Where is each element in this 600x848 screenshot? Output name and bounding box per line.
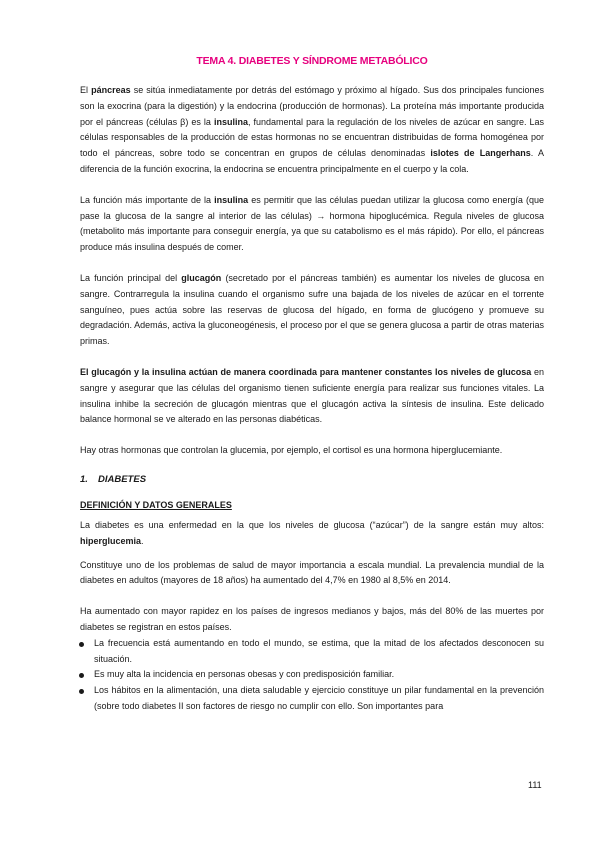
list-item bbox=[80, 683, 544, 715]
bullet-list bbox=[80, 636, 544, 715]
document-page bbox=[80, 55, 544, 715]
text: El bbox=[80, 85, 92, 95]
text: es permitir que las células puedan utilizar la glucosa como energía (que pase la glucosa de la sangre al interior de las células) → hormona hipoglucémica. Regula niveles de glucosa (metabolito más importante para conseguir energía, ya que su catabolismo es el más rápido). Por ello, el páncreas produce más insulina después de comer. bbox=[80, 194, 544, 253]
list-item-text: Los hábitos en la alimentación, una dieta saludable y ejercicio constituye un pilar fundamental en la prevención (sobre todo diabetes II son factores de riesgo no cumplir con ello. Son importantes para bbox=[94, 685, 544, 711]
text: (secretado por el páncreas también) es aumentar los niveles de glucosa en sangre. Contrarregula la insulina cuando el organismo sufre una bajada de los niveles de azúcar en el torrente sanguíneo, pues actúa sobre las reservas de glucosa del hígado, en forma de glucógeno y promueve su degradación. Además, activa la gluconeogénesis, el proceso por el que se genera glucosa a partir de otras materias primas. bbox=[80, 272, 545, 347]
text: . A diferencia de la función exocrina, la endocrina se encuentra principalmente en el cuerpo y la cola. bbox=[80, 148, 545, 174]
paragraph-pancreas bbox=[80, 83, 544, 178]
bold-term: insulina bbox=[214, 194, 249, 205]
paragraph-definicion bbox=[80, 518, 544, 550]
bold-term: El glucagón y la insulina actúan de manera coordinada para mantener constantes los niveles de glucosa bbox=[80, 366, 532, 377]
list-item-text: Es muy alta la incidencia en personas obesas y con predisposición familiar. bbox=[94, 669, 395, 680]
subheading: DEFINICIÓN Y DATOS GENERALES bbox=[80, 499, 232, 510]
bold-term: páncreas bbox=[91, 85, 131, 95]
text: . bbox=[141, 535, 144, 546]
paragraph-otras-hormonas: Hay otras hormonas que controlan la glucemia, por ejemplo, el cortisol es una hormona hiperglucemiante. bbox=[80, 445, 503, 456]
page-number: 111 bbox=[528, 780, 542, 790]
paragraph-insulina bbox=[80, 193, 544, 256]
text: La diabetes es una enfermedad en la que los niveles de glucosa (“azúcar”) de la sangre están muy altos: bbox=[80, 519, 544, 530]
paragraph-prevalencia: Constituye uno de los problemas de salud de mayor importancia a escala mundial. La prevalencia mundial de la diabetes en adultos (mayores de 18 años) ha aumentado del 4,7% en 1980 al 8,5% en 2014. bbox=[80, 559, 544, 586]
paragraph-ingresos: Ha aumentado con mayor rapidez en los países de ingresos medianos y bajos, más del 80% de las muertes por diabetes se registran en estos países. bbox=[80, 606, 544, 632]
paragraph-glucagon bbox=[80, 271, 544, 350]
text: La función más importante de la bbox=[80, 194, 215, 205]
bullet-icon bbox=[79, 642, 84, 647]
list-item-text: La frecuencia está aumentando en todo el mundo, se estima, que la mitad de los afectados desconocen su situación. bbox=[94, 637, 544, 664]
text: se sitúa inmediatamente por detrás del estómago y próximo al hígado. Sus dos principales funciones son la exocrina (para la digestión) y la endocrina (producción de hormonas). La proteína más importante producida por el páncreas (células β) es la bbox=[80, 85, 544, 127]
list-item bbox=[80, 667, 544, 683]
page-title: TEMA 4. DIABETES Y SÍNDROME METABÓLICO bbox=[196, 55, 428, 67]
bold-term: insulina bbox=[213, 116, 248, 127]
bold-term: hiperglucemia bbox=[80, 535, 142, 546]
text: en sangre y asegurar que las células del organismo tienen suficiente energía para realizar sus funciones vitales. La insulina inhibe la secreción de glucagón mientras que el glucagón activa la síntesis de insulina. Este delicado balance hormonal se ve alterado en las personas diabéticas. bbox=[80, 366, 545, 425]
text: , fundamental para la regulación de los niveles de azúcar en sangre. Las células responsables de la producción de estas hormonas no se encuentran distribuidas de forma homogénea por todo el páncreas, sobre todo se concentran en grupos de células denominadas bbox=[80, 116, 544, 159]
list-item bbox=[80, 636, 544, 668]
paragraph-coordinacion bbox=[80, 365, 544, 428]
text: La función principal del bbox=[80, 272, 182, 283]
section-heading bbox=[80, 474, 544, 485]
section-number: 1. bbox=[80, 473, 88, 485]
section-label: DIABETES bbox=[98, 473, 147, 485]
bullet-icon bbox=[79, 673, 84, 678]
bold-term: glucagón bbox=[181, 272, 222, 283]
bold-term: islotes de Langerhans bbox=[430, 148, 531, 159]
bullet-icon bbox=[79, 689, 84, 694]
